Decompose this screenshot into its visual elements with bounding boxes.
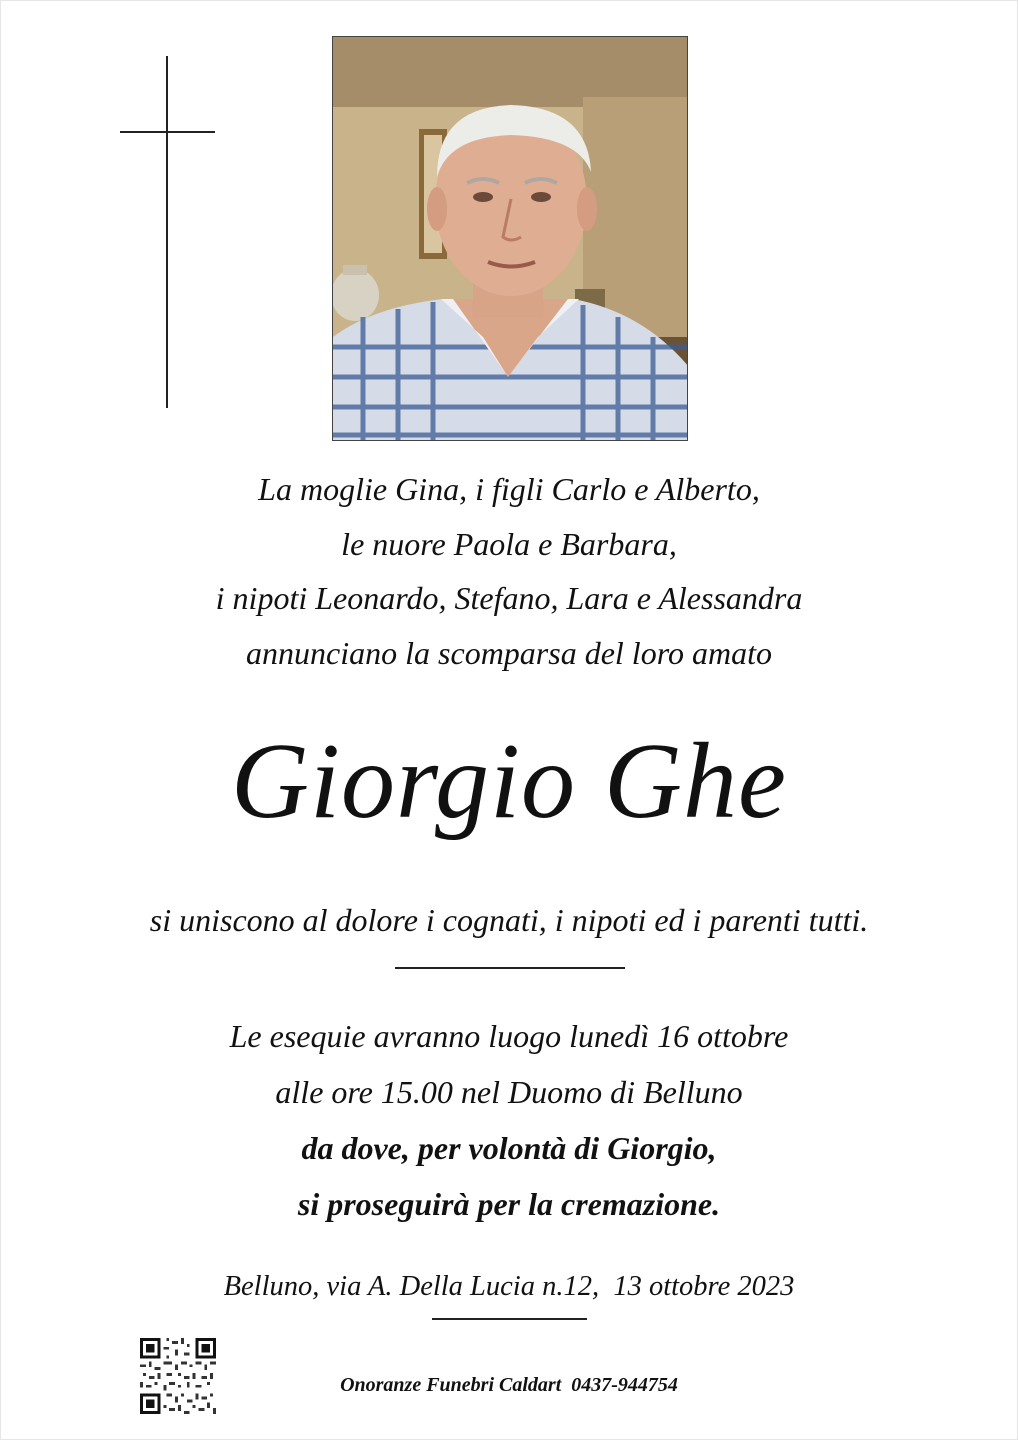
funeral-agency: Onoranze Funebri Caldart 0437-944754 xyxy=(340,1374,678,1396)
condolence-line: si uniscono al dolore i cognati, i nipoti ed i parenti tutti. xyxy=(149,902,869,938)
divider xyxy=(395,967,625,969)
portrait-photo xyxy=(332,36,688,441)
announcement-line: annunciano la scomparsa del loro amato xyxy=(246,634,772,671)
announcement xyxy=(0,462,1018,680)
announcement-line: i nipoti Leonardo, Stefano, Lara e Alessandra xyxy=(215,580,803,616)
funeral-bold-line: da dove, per volontà di Giorgio, xyxy=(301,1130,717,1166)
cross-horizontal-bar xyxy=(120,131,215,133)
funeral-info xyxy=(0,1008,1018,1232)
funeral-bold-line: si proseguirà per la cremazione. xyxy=(297,1186,721,1222)
funeral-line: alle ore 15.00 nel Duomo di Belluno xyxy=(275,1074,743,1110)
deceased-name: Giorgio Ghe xyxy=(231,722,787,841)
announcement-line: La moglie Gina, i figli Carlo e Alberto, xyxy=(258,471,760,507)
cross-vertical-bar xyxy=(166,56,168,408)
place-date: Belluno, via A. Della Lucia n.12, 13 ottobre 2023 xyxy=(223,1271,795,1302)
announcement-line: le nuore Paola e Barbara, xyxy=(341,525,677,562)
funeral-line: Le esequie avranno luogo lunedì 16 ottobre xyxy=(229,1018,789,1054)
divider xyxy=(432,1318,587,1320)
